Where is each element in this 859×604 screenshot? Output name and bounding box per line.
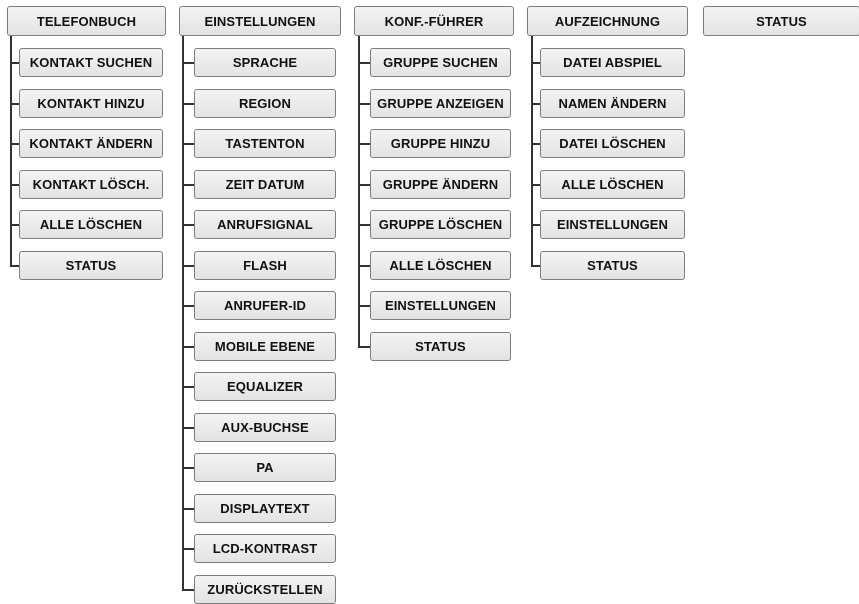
menu-item-telefonbuch-kontakt-suchen[interactable]: KONTAKT SUCHEN [19,48,163,77]
connector-tick [531,184,540,186]
connector-tick [531,265,540,267]
connector-tick [182,265,194,267]
menu-item-telefonbuch-status[interactable]: STATUS [19,251,163,280]
connector-line [10,36,12,266]
menu-item-konf-fuehrer-status[interactable]: STATUS [370,332,511,361]
connector-tick [358,305,370,307]
connector-tick [182,62,194,64]
menu-item-einstellungen-displaytext[interactable]: DISPLAYTEXT [194,494,336,523]
connector-tick [182,143,194,145]
menu-header-einstellungen[interactable]: EINSTELLUNGEN [179,6,341,36]
connector-tick [182,467,194,469]
connector-tick [182,386,194,388]
connector-tick [10,224,19,226]
menu-item-konf-fuehrer-gruppe-anzeigen[interactable]: GRUPPE ANZEIGEN [370,89,511,118]
menu-item-einstellungen-mobile-ebene[interactable]: MOBILE EBENE [194,332,336,361]
connector-tick [182,184,194,186]
connector-tick [10,184,19,186]
connector-tick [182,548,194,550]
menu-item-aufzeichnung-namen-aendern[interactable]: NAMEN ÄNDERN [540,89,685,118]
connector-tick [182,427,194,429]
connector-tick [358,62,370,64]
menu-item-einstellungen-aux-buchse[interactable]: AUX-BUCHSE [194,413,336,442]
connector-tick [358,346,370,348]
connector-tick [358,184,370,186]
menu-item-einstellungen-anrufer-id[interactable]: ANRUFER-ID [194,291,336,320]
menu-header-telefonbuch[interactable]: TELEFONBUCH [7,6,166,36]
menu-item-telefonbuch-alle-loeschen[interactable]: ALLE LÖSCHEN [19,210,163,239]
menu-item-telefonbuch-kontakt-loesch[interactable]: KONTAKT LÖSCH. [19,170,163,199]
menu-item-aufzeichnung-alle-loeschen[interactable]: ALLE LÖSCHEN [540,170,685,199]
menu-item-einstellungen-equalizer[interactable]: EQUALIZER [194,372,336,401]
connector-tick [182,305,194,307]
connector-tick [182,508,194,510]
connector-tick [10,265,19,267]
menu-item-konf-fuehrer-gruppe-loeschen[interactable]: GRUPPE LÖSCHEN [370,210,511,239]
menu-item-konf-fuehrer-gruppe-hinzu[interactable]: GRUPPE HINZU [370,129,511,158]
menu-item-einstellungen-sprache[interactable]: SPRACHE [194,48,336,77]
menu-item-einstellungen-zurueckstellen[interactable]: ZURÜCKSTELLEN [194,575,336,604]
menu-item-einstellungen-flash[interactable]: FLASH [194,251,336,280]
connector-tick [358,265,370,267]
menu-item-aufzeichnung-datei-abspiel[interactable]: DATEI ABSPIEL [540,48,685,77]
connector-tick [358,143,370,145]
menu-item-konf-fuehrer-gruppe-suchen[interactable]: GRUPPE SUCHEN [370,48,511,77]
connector-line [182,36,184,590]
menu-item-telefonbuch-kontakt-aendern[interactable]: KONTAKT ÄNDERN [19,129,163,158]
menu-item-aufzeichnung-status[interactable]: STATUS [540,251,685,280]
connector-tick [182,346,194,348]
menu-item-einstellungen-anrufsignal[interactable]: ANRUFSIGNAL [194,210,336,239]
menu-item-konf-fuehrer-gruppe-aendern[interactable]: GRUPPE ÄNDERN [370,170,511,199]
menu-header-konf-fuehrer[interactable]: KONF.-FÜHRER [354,6,514,36]
connector-tick [10,62,19,64]
connector-tick [358,224,370,226]
menu-item-einstellungen-region[interactable]: REGION [194,89,336,118]
connector-tick [358,103,370,105]
connector-line [531,36,533,266]
connector-tick [531,62,540,64]
menu-item-konf-fuehrer-einstellungen[interactable]: EINSTELLUNGEN [370,291,511,320]
menu-item-einstellungen-tastenton[interactable]: TASTENTON [194,129,336,158]
menu-item-aufzeichnung-einstellungen[interactable]: EINSTELLUNGEN [540,210,685,239]
connector-tick [531,103,540,105]
menu-item-telefonbuch-kontakt-hinzu[interactable]: KONTAKT HINZU [19,89,163,118]
connector-tick [531,224,540,226]
menu-item-konf-fuehrer-alle-loeschen[interactable]: ALLE LÖSCHEN [370,251,511,280]
connector-tick [182,224,194,226]
connector-tick [182,103,194,105]
connector-tick [531,143,540,145]
menu-item-einstellungen-lcd-kontrast[interactable]: LCD-KONTRAST [194,534,336,563]
menu-item-einstellungen-zeit-datum[interactable]: ZEIT DATUM [194,170,336,199]
menu-item-aufzeichnung-datei-loeschen[interactable]: DATEI LÖSCHEN [540,129,685,158]
connector-tick [10,143,19,145]
connector-tick [10,103,19,105]
menu-header-aufzeichnung[interactable]: AUFZEICHNUNG [527,6,688,36]
menu-header-status[interactable]: STATUS [703,6,859,36]
menu-item-einstellungen-pa[interactable]: PA [194,453,336,482]
connector-tick [182,589,194,591]
connector-line [358,36,360,347]
